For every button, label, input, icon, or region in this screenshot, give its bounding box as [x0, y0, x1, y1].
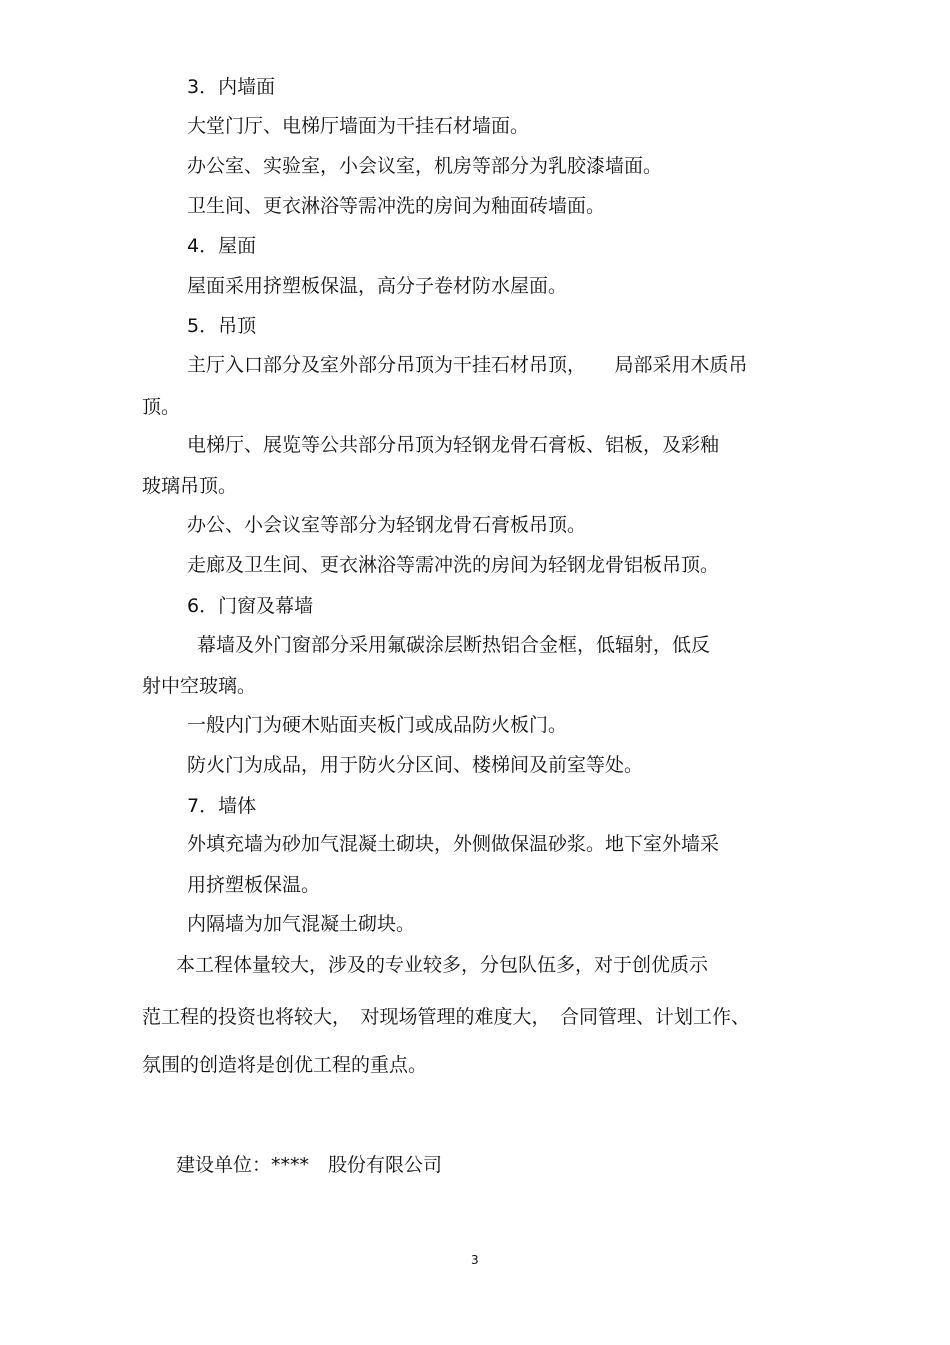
paragraph-line: 玻璃吊顶。 [142, 475, 238, 497]
paragraph-line: 卫生间、更衣淋浴等需冲洗的房间为釉面砖墙面。 [187, 195, 606, 217]
heading-roof: 4．屋面 [187, 235, 257, 257]
paragraph-line: 顶。 [142, 396, 181, 418]
summary-line: 氛围的创造将是创优工程的重点。 [142, 1054, 428, 1076]
construction-unit-line: 建设单位：**** 股份有限公司 [176, 1154, 443, 1176]
paragraph-line: 电梯厅、展览等公共部分吊顶为轻钢龙骨石膏板、铝板，及彩釉 [187, 434, 720, 456]
paragraph-line: 射中空玻璃。 [142, 675, 257, 697]
paragraph-line: 办公室、实验室，小会议室，机房等部分为乳胶漆墙面。 [187, 155, 663, 177]
paragraph-line: 主厅入口部分及室外部分吊顶为干挂石材吊顶， 局部采用木质吊 [187, 354, 748, 376]
paragraph-line: 大堂门厅、电梯厅墙面为干挂石材墙面。 [187, 115, 530, 137]
page-number: 3 [471, 1253, 479, 1267]
paragraph-line: 用挤塑板保温。 [187, 874, 321, 896]
paragraph-line: 一般内门为硬木贴面夹板门或成品防火板门。 [187, 714, 568, 736]
summary-line: 范工程的投资也将较大， 对现场管理的难度大， 合同管理、计划工作、 [142, 1006, 751, 1028]
heading-walls: 7．墙体 [187, 795, 257, 817]
heading-interior-walls: 3．内墙面 [187, 76, 276, 98]
paragraph-line: 走廊及卫生间、更衣淋浴等需冲洗的房间为轻钢龙骨铝板吊顶。 [187, 554, 720, 576]
heading-doors-windows: 6．门窗及幕墙 [187, 595, 314, 617]
paragraph-line: 外填充墙为砂加气混凝土砌块，外侧做保温砂浆。地下室外墙采 [187, 833, 720, 855]
paragraph-line: 防火门为成品，用于防火分区间、楼梯间及前室等处。 [187, 754, 644, 776]
paragraph-line: 屋面采用挤塑板保温，高分子卷材防水屋面。 [187, 275, 568, 297]
heading-ceiling: 5．吊顶 [187, 315, 257, 337]
summary-line: 本工程体量较大，涉及的专业较多，分包队伍多，对于创优质示 [176, 954, 709, 976]
paragraph-line: 幕墙及外门窗部分采用氟碳涂层断热铝合金框，低辐射，低反 [197, 634, 711, 656]
paragraph-line: 内隔墙为加气混凝土砌块。 [187, 913, 416, 935]
paragraph-line: 办公、小会议室等部分为轻钢龙骨石膏板吊顶。 [187, 514, 587, 536]
